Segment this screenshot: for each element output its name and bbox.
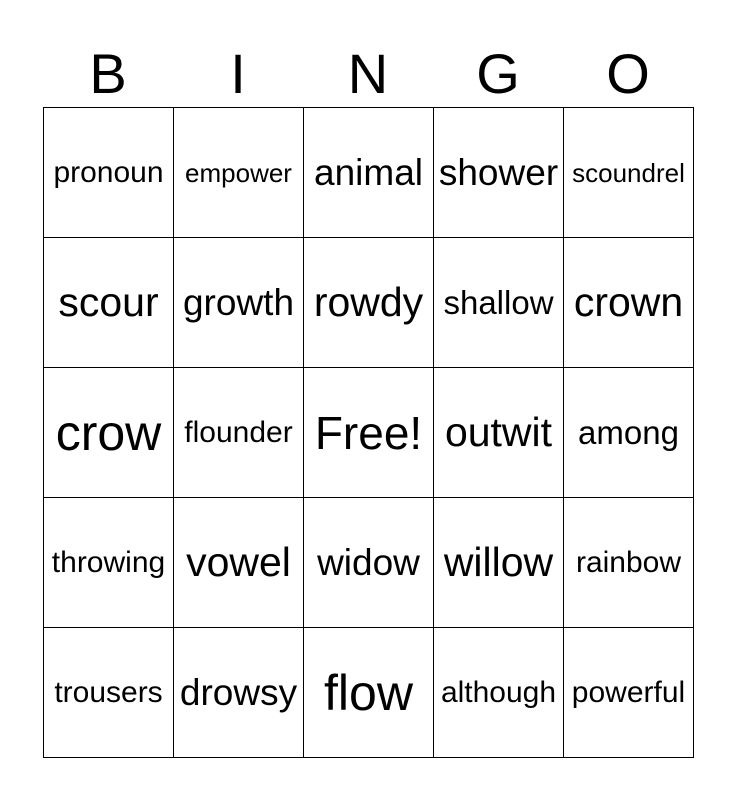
bingo-cell[interactable]: outwit — [434, 368, 564, 498]
bingo-cell[interactable]: shallow — [434, 238, 564, 368]
bingo-cell[interactable]: scour — [44, 238, 174, 368]
bingo-cell[interactable]: pronoun — [44, 108, 174, 238]
bingo-cell[interactable]: drowsy — [174, 628, 304, 758]
bingo-cell[interactable]: widow — [304, 498, 434, 628]
header-letter-o: O — [606, 42, 650, 105]
bingo-cell[interactable]: throwing — [44, 498, 174, 628]
header-letter-n: N — [347, 42, 389, 105]
bingo-header — [43, 40, 693, 108]
free-space-cell[interactable]: Free! — [304, 368, 434, 498]
bingo-cell[interactable]: flow — [304, 628, 434, 758]
bingo-cell[interactable]: growth — [174, 238, 304, 368]
bingo-cell[interactable]: rowdy — [304, 238, 434, 368]
bingo-board — [43, 107, 694, 758]
board-row — [44, 368, 694, 498]
header-letter-g: G — [476, 42, 520, 105]
bingo-cell[interactable]: crown — [564, 238, 694, 368]
bingo-cell[interactable]: flounder — [174, 368, 304, 498]
bingo-cell[interactable]: crow — [44, 368, 174, 498]
bingo-cell[interactable]: vowel — [174, 498, 304, 628]
bingo-cell[interactable]: empower — [174, 108, 304, 238]
header-letter-i: I — [230, 42, 246, 105]
header-letter-b: B — [89, 42, 127, 105]
bingo-cell[interactable]: scoundrel — [564, 108, 694, 238]
bingo-cell[interactable]: among — [564, 368, 694, 498]
bingo-cell[interactable]: animal — [304, 108, 434, 238]
board-row — [44, 108, 694, 238]
bingo-cell[interactable]: although — [434, 628, 564, 758]
bingo-cell[interactable]: trousers — [44, 628, 174, 758]
bingo-cell[interactable]: powerful — [564, 628, 694, 758]
bingo-cell[interactable]: shower — [434, 108, 564, 238]
board-row — [44, 238, 694, 368]
board-row — [44, 498, 694, 628]
board-row — [44, 628, 694, 758]
bingo-cell[interactable]: rainbow — [564, 498, 694, 628]
bingo-cell[interactable]: willow — [434, 498, 564, 628]
